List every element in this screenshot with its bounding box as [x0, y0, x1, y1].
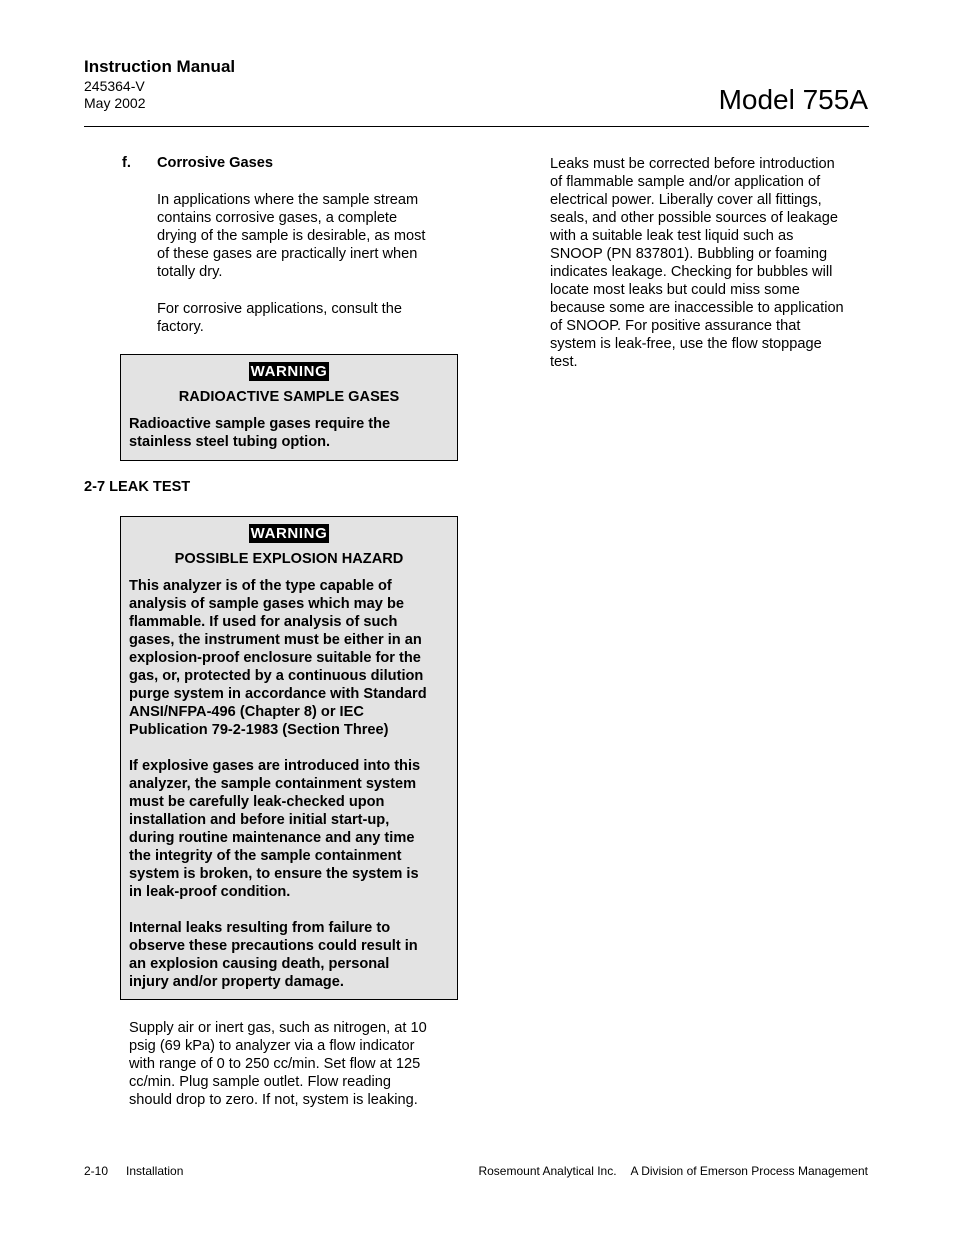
footer-company-name: Rosemount Analytical Inc. — [478, 1164, 617, 1178]
leak-test-paragraph: Supply air or inert gas, such as nitrogen, at 10 psig (69 kPa) to analyzer via a flow indicator with range of 0 to 250 cc/min. Set flow at 125 cc/min. Plug sample outlet. Flow reading should drop to zero. If not, system is leaking. — [129, 1020, 427, 1108]
warning-body: Radioactive sample gases require the stainless steel tubing option. — [129, 416, 391, 450]
leak-correction-paragraph: Leaks must be corrected before introduction of flammable sample and/or application of electrical power. Liberally cover all fittings, seals, and other possible sources of leakage with a suitable leak test liquid such as SNOOP (PN 837801). Bubbling or foaming indicates leakage. Checking for bubbles will locate most leaks but could miss some because some are inaccessible to application of SNOOP. For positive assurance that system is leak-free, use the flow stoppage test. — [550, 156, 844, 370]
footer-company — [478, 1164, 868, 1178]
doc-number: 245364-V — [84, 78, 145, 94]
warning-badge-wrap — [121, 362, 457, 381]
warning-heading: POSSIBLE EXPLOSION HAZARD — [174, 551, 404, 567]
warning-body-2: If explosive gases are introduced into this analyzer, the sample containment system must be carefully leak-checked upon installation and before initial start-up, during routine maintenance and any time the integrity of the sample containment system is broken, to ensure the system is in leak-proof condition. — [129, 758, 421, 900]
warning-badge-wrap — [121, 524, 457, 543]
warning-badge: WARNING — [250, 363, 328, 380]
header-divider — [84, 126, 869, 127]
subsection-number: f. — [122, 155, 131, 171]
footer-division: A Division of Emerson Process Management — [630, 1164, 868, 1178]
warning-badge: WARNING — [250, 525, 328, 542]
corrosive-paragraph-2: For corrosive applications, consult the factory. — [157, 301, 402, 335]
warning-heading: RADIOACTIVE SAMPLE GASES — [178, 389, 400, 405]
warning-radioactive — [120, 354, 458, 461]
doc-date: May 2002 — [84, 95, 146, 111]
section-heading-leak-test: 2-7 LEAK TEST — [84, 479, 191, 495]
corrosive-paragraph-1: In applications where the sample stream contains corrosive gases, a complete drying of the sample is desirable, as most of these gases are practically inert when totally dry. — [157, 192, 426, 280]
warning-body-1: This analyzer is of the type capable of analysis of sample gases which may be flammable. If used for analysis of such gases, the instrument must be either in an explosion-proof enclosure suitable for the gas, or, protected by a continuous dilution purge system in accordance with Standard ANSI/NFPA-496 (Chapter 8) or IEC Publication 79-2-1983 (Section Three) — [129, 578, 427, 738]
manual-title: Instruction Manual — [84, 57, 236, 76]
footer-section: Installation — [126, 1164, 184, 1178]
warning-explosion — [120, 516, 458, 1000]
footer-page-number: 2-10 — [84, 1164, 109, 1178]
warning-body-3: Internal leaks resulting from failure to observe these precautions could result in an explosion causing death, personal injury and/or property damage. — [129, 920, 418, 990]
subsection-title: Corrosive Gases — [157, 155, 274, 171]
model-name: Model 755A — [718, 84, 868, 115]
